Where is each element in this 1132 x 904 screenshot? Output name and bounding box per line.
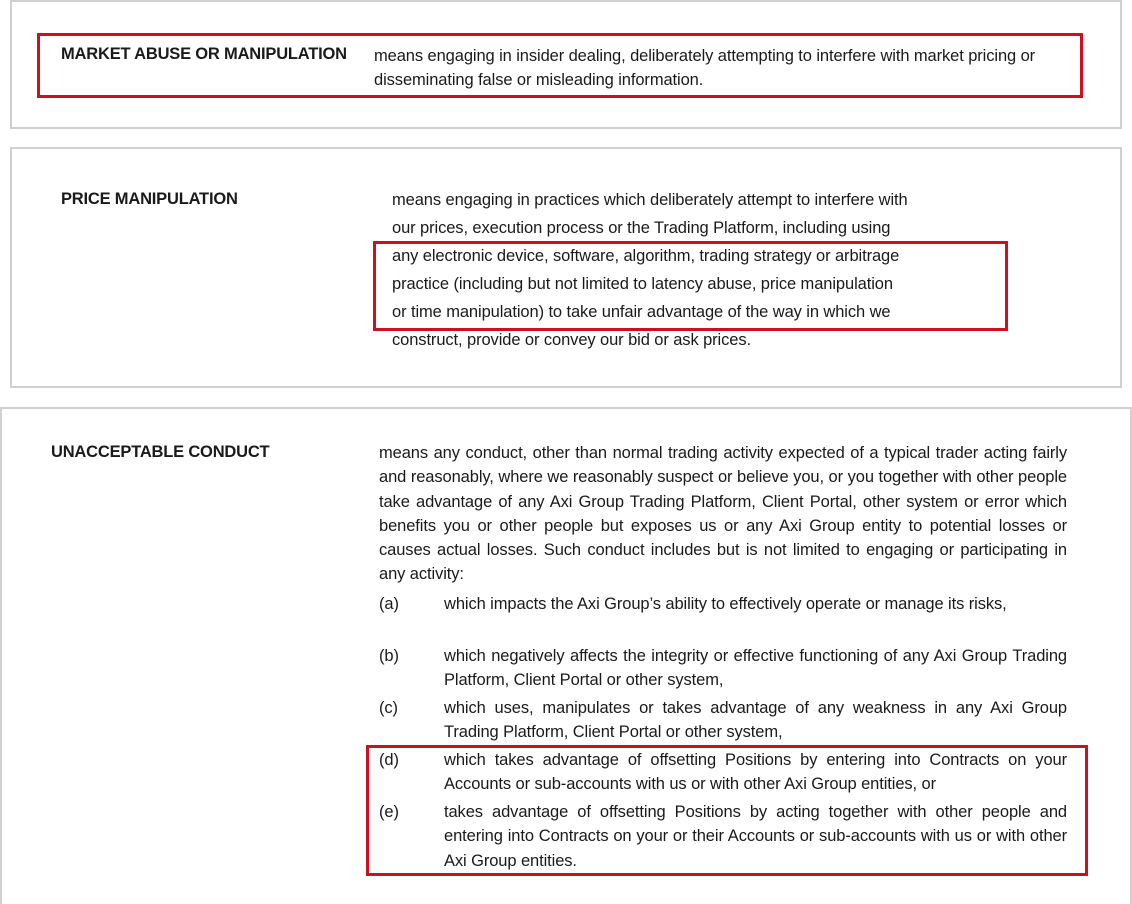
definition-line: practice (including but not limited to latency abuse, price manipulation <box>392 275 893 293</box>
definition-panel-unacceptable-conduct <box>0 407 1132 904</box>
term-definition: means engaging in insider dealing, deliberately attempting to interfere with market pricing or disseminating false or misleading information. <box>374 47 1036 89</box>
list-item-label: (b) <box>379 647 399 665</box>
list-item <box>379 800 1067 873</box>
term-definition-intro: means any conduct, other than normal trading activity expected of a typical trader acting fairly and reasonably, where we reasonably suspect or believe you, or you together with other people take advantage of any Axi Group Trading Platform, Client Portal, other system or error which benefits you or other people but exposes us or any Axi Group entity to potential losses or causes actual losses. Such conduct includes but is not limited to engaging or participating in any activity: <box>379 444 1067 584</box>
list-item-text: which takes advantage of offsetting Positions by entering into Contracts on your Accounts or sub-accounts with us or with other Axi Group entities, or <box>444 751 1067 794</box>
definition-line: our prices, execution process or the Trading Platform, including using <box>392 219 891 237</box>
definition-panel-price-manipulation <box>10 147 1122 388</box>
definition-line: or time manipulation) to take unfair advantage of the way in which we <box>392 303 891 321</box>
list-item-text: takes advantage of offsetting Positions by acting together with other people and entering into Contracts on your or their Accounts or sub-accounts with us or with other Axi Group entities. <box>444 803 1067 870</box>
list-item-label: (a) <box>379 595 399 613</box>
list-item-label: (e) <box>379 803 399 821</box>
list-item-label: (d) <box>379 751 399 769</box>
term-heading: UNACCEPTABLE CONDUCT <box>51 443 270 461</box>
list-item <box>379 592 1067 616</box>
list-item-label: (c) <box>379 699 398 717</box>
definition-line: any electronic device, software, algorithm, trading strategy or arbitrage <box>392 247 900 265</box>
term-heading: MARKET ABUSE OR MANIPULATION <box>61 45 347 63</box>
list-item <box>379 644 1067 693</box>
list-item <box>379 748 1067 797</box>
definition-line: construct, provide or convey our bid or ask prices. <box>392 331 751 349</box>
term-heading: PRICE MANIPULATION <box>61 190 238 208</box>
definition-line: means engaging in practices which deliberately attempt to interfere with <box>392 191 908 209</box>
term-definition <box>392 186 908 354</box>
list-item <box>379 696 1067 745</box>
list-item-text: which uses, manipulates or takes advantage of any weakness in any Axi Group Trading Platform, Client Portal or other system, <box>444 699 1067 742</box>
list-item-text: which impacts the Axi Group’s ability to effectively operate or manage its risks, <box>444 595 1007 613</box>
list-item-text: which negatively affects the integrity or effective functioning of any Axi Group Trading Platform, Client Portal or other system, <box>444 647 1067 690</box>
definition-panel-market-abuse <box>10 0 1122 129</box>
